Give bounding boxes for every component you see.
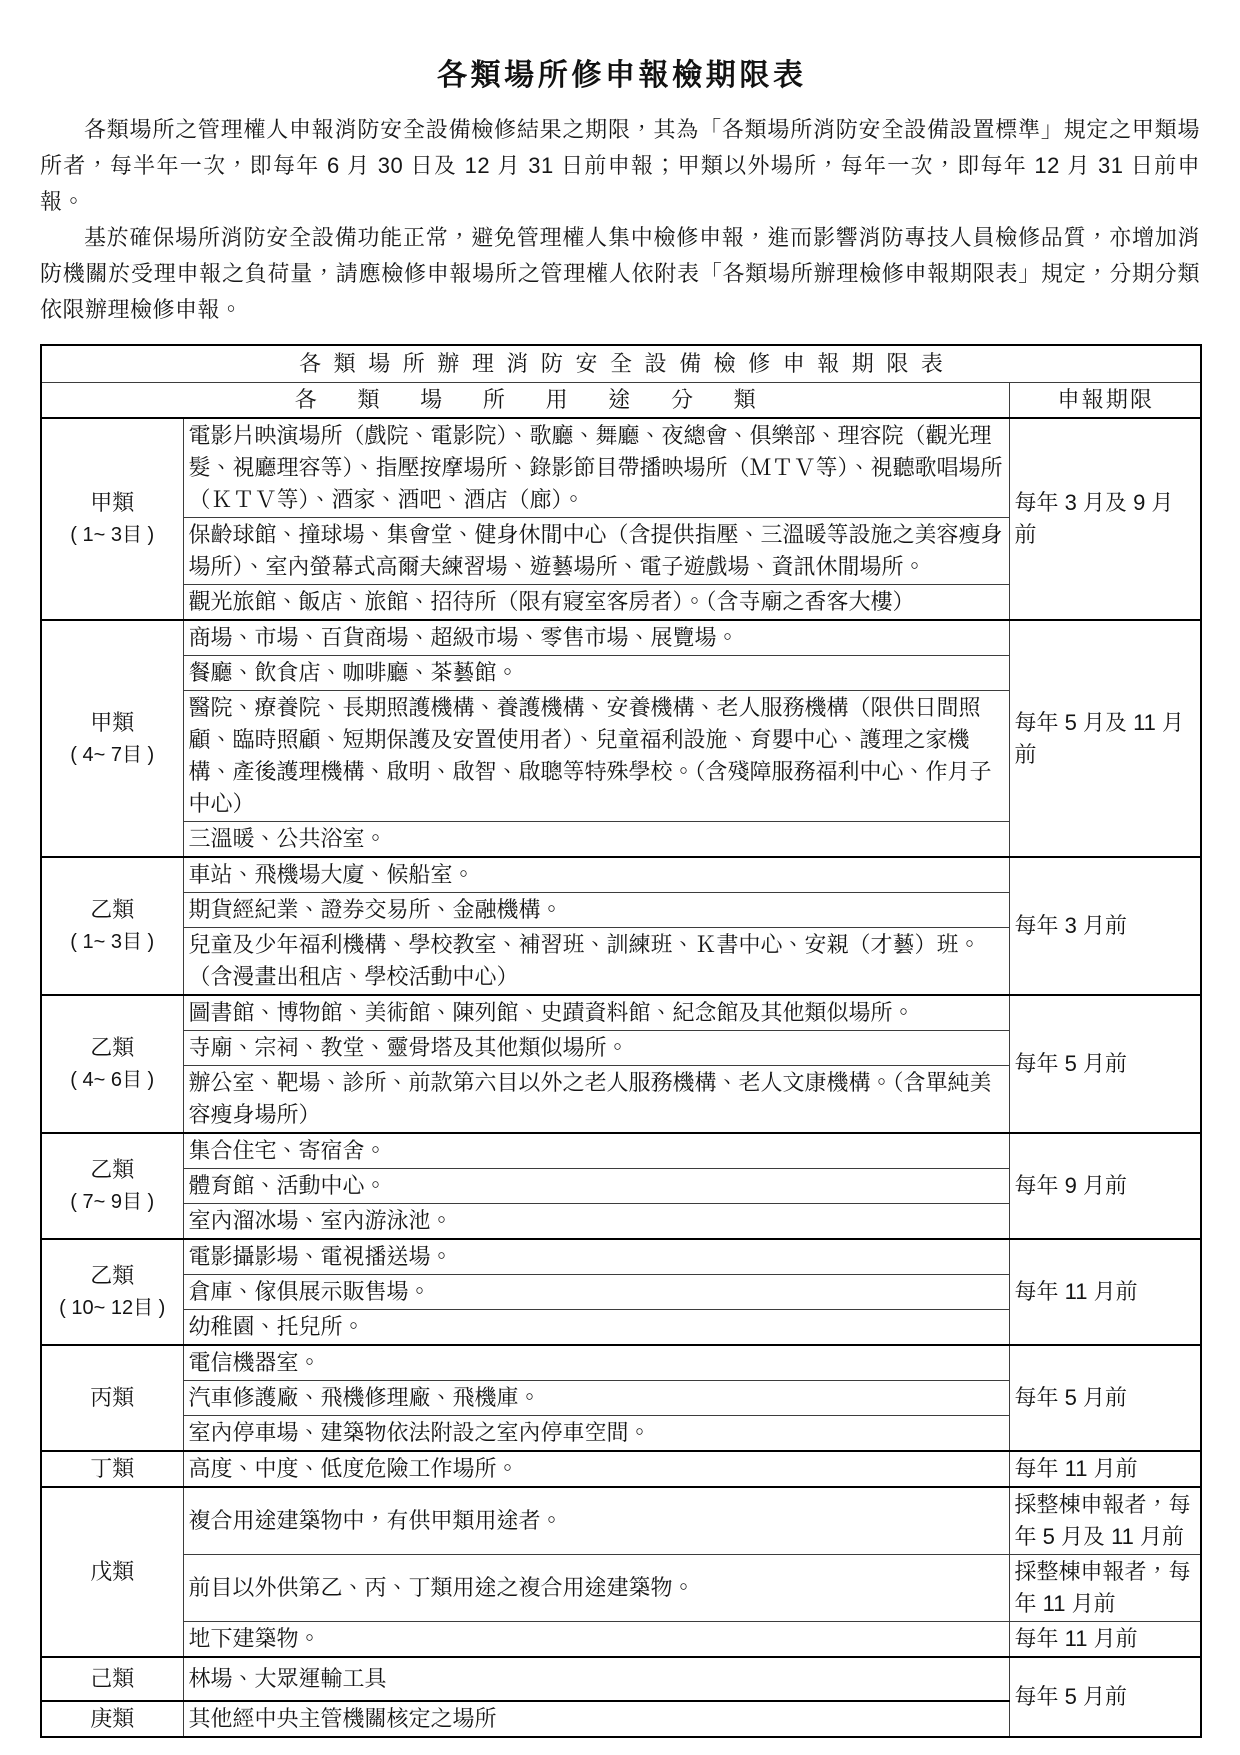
- table-row: [41, 1133, 1201, 1169]
- category-range: ( 7~ 9目 ): [70, 1191, 155, 1213]
- deadline-cell: 採整棟申報者，每年 11 月前: [1009, 1555, 1201, 1622]
- category-label: 甲類: [90, 709, 135, 735]
- usage-cell: 其他經中央主管機關核定之場所: [183, 1701, 1009, 1737]
- usage-cell: 體育館、活動中心。: [183, 1169, 1009, 1204]
- category-label: 乙類: [90, 1263, 135, 1288]
- usage-cell: 汽車修護廠、飛機修理廠、飛機庫。: [183, 1381, 1009, 1416]
- category-range: ( 4~ 7目 ): [70, 743, 155, 766]
- usage-cell: 倉庫、傢俱展示販售場。: [183, 1275, 1009, 1310]
- category-cell: [41, 1701, 183, 1737]
- usage-cell: 醫院、療養院、長期照護機構、養護機構、安養機構、老人服務機構（限供日間照顧、臨時照顧、短期保護及安置使用者）、兒童福利設施、育嬰中心、護理之家機構、產後護理機構、啟明、啟智、啟聰等特殊學校。（含殘障服務福利中心、作月子中心）: [183, 691, 1009, 822]
- usage-cell: 高度、中度、低度危險工作場所。: [183, 1451, 1009, 1487]
- table-row: [41, 620, 1201, 656]
- usage-cell: 車站、飛機場大廈、候船室。: [183, 857, 1009, 893]
- category-range: ( 1~ 3目 ): [70, 524, 155, 546]
- category-cell: [41, 1451, 183, 1487]
- usage-cell: 前目以外供第乙、丙、丁類用途之複合用途建築物。: [183, 1555, 1009, 1622]
- usage-cell: 複合用途建築物中，有供甲類用途者。: [183, 1487, 1009, 1555]
- deadline-cell: 每年 11 月前: [1009, 1239, 1201, 1345]
- usage-cell: 圖書館、博物館、美術館、陳列館、史蹟資料館、紀念館及其他類似場所。: [183, 995, 1009, 1031]
- category-label: 己類: [90, 1666, 135, 1691]
- table-row: [41, 1345, 1201, 1381]
- deadline-cell: 每年 11 月前: [1009, 1451, 1201, 1487]
- usage-cell: 室內溜冰場、室內游泳池。: [183, 1204, 1009, 1240]
- table-row: [41, 1555, 1201, 1622]
- usage-cell: 辦公室、靶場、診所、前款第六目以外之老人服務機構、老人文康機構。（含單純美容瘦身場所）: [183, 1066, 1009, 1134]
- table-row: [41, 1657, 1201, 1701]
- table-row: [41, 995, 1201, 1031]
- deadline-cell: 每年 3 月及 9 月前: [1009, 418, 1201, 620]
- usage-cell: 期貨經紀業、證券交易所、金融機構。: [183, 893, 1009, 928]
- doc-title: 各類場所修申報檢期限表: [436, 59, 807, 92]
- table-row: [41, 857, 1201, 893]
- usage-cell: 保齡球館、撞球場、集會堂、健身休閒中心（含提供指壓、三溫暖等設施之美容瘦身場所）、室內螢幕式高爾夫練習場、遊藝場所、電子遊戲場、資訊休閒場所。: [183, 518, 1009, 585]
- usage-cell: 地下建築物。: [183, 1622, 1009, 1658]
- usage-cell: 集合住宅、寄宿舍。: [183, 1133, 1009, 1169]
- category-cell: [41, 1487, 183, 1657]
- usage-cell: 寺廟、宗祠、教堂、靈骨塔及其他類似場所。: [183, 1031, 1009, 1066]
- category-label: 乙類: [90, 897, 135, 922]
- category-label: 戊類: [90, 1559, 135, 1584]
- table-row: [41, 1451, 1201, 1487]
- category-cell: [41, 1239, 183, 1345]
- category-label: 乙類: [90, 1035, 135, 1060]
- deadline-cell: 採整棟申報者，每年 5 月及 11 月前: [1009, 1487, 1201, 1555]
- deadline-cell: 每年 5 月前: [1009, 1345, 1201, 1451]
- category-cell: [41, 1657, 183, 1701]
- table-row: [41, 1622, 1201, 1658]
- category-label: 丁類: [90, 1456, 135, 1481]
- usage-cell: 電影片映演場所（戲院、電影院）、歌廳、舞廳、夜總會、俱樂部、理容院（觀光理髮、視廳理容等）、指壓按摩場所、錄影節目帶播映場所（ＭＴＶ等）、視聽歌唱場所（ＫＴＶ等）、酒家、酒吧、酒店（廊）。: [183, 418, 1009, 518]
- category-label: 丙類: [90, 1385, 135, 1410]
- category-label: 乙類: [90, 1157, 135, 1182]
- category-cell: [41, 1133, 183, 1239]
- usage-cell: 幼稚園、托兒所。: [183, 1310, 1009, 1346]
- deadline-cell: 每年 9 月前: [1009, 1133, 1201, 1239]
- table-header-row: [41, 383, 1201, 419]
- usage-header: 各類場所用途分類: [41, 383, 1009, 419]
- category-cell: [41, 418, 183, 620]
- table-title: 各類場所辦理消防安全設備檢修申報期限表: [41, 345, 1201, 383]
- deadline-cell: 每年 3 月前: [1009, 857, 1201, 995]
- table-row: [41, 1487, 1201, 1555]
- table-title-row: [41, 345, 1201, 383]
- usage-cell: 室內停車場、建築物依法附設之室內停車空間。: [183, 1416, 1009, 1452]
- deadline-cell: 每年 5 月前: [1009, 1657, 1201, 1737]
- deadline-cell: 每年 5 月前: [1009, 995, 1201, 1133]
- category-cell: [41, 857, 183, 995]
- category-label: 庚類: [90, 1706, 135, 1731]
- usage-cell: 觀光旅館、飯店、旅館、招待所（限有寢室客房者）。（含寺廟之香客大樓）: [183, 585, 1009, 621]
- table-row: [41, 1239, 1201, 1275]
- usage-cell: 兒童及少年福利機構、學校教室、補習班、訓練班、Ｋ書中心、安親（才藝）班。（含漫畫出租店、學校活動中心）: [183, 928, 1009, 996]
- category-range: ( 4~ 6目 ): [70, 1069, 155, 1091]
- usage-cell: 餐廳、飲食店、咖啡廳、茶藝館。: [183, 656, 1009, 691]
- schedule-table: [40, 344, 1202, 1738]
- category-range: ( 10~ 12目 ): [59, 1297, 166, 1319]
- category-label: 甲類: [90, 490, 135, 515]
- deadline-cell: 每年 5 月及 11 月前: [1009, 620, 1201, 857]
- table-row: [41, 418, 1201, 518]
- deadline-header: 申報期限: [1009, 383, 1201, 419]
- usage-cell: 商場、市場、百貨商場、超級市場、零售市場、展覽場。: [183, 620, 1009, 656]
- usage-cell: 電信機器室。: [183, 1345, 1009, 1381]
- usage-cell: 三溫暖、公共浴室。: [183, 822, 1009, 858]
- category-cell: [41, 620, 183, 857]
- category-cell: [41, 995, 183, 1133]
- category-range: ( 1~ 3目 ): [70, 931, 155, 953]
- category-cell: [41, 1345, 183, 1451]
- deadline-cell: 每年 11 月前: [1009, 1622, 1201, 1658]
- intro-paragraph-2: 基於確保場所消防安全設備功能正常，避免管理權人集中檢修申報，進而影響消防專技人員檢修品質，亦增加消防機關於受理申報之負荷量，請應檢修申報場所之管理權人依附表「各類場所辦理檢修申報期限表」規定，分期分類依限辦理檢修申報。: [40, 225, 1200, 322]
- usage-cell: 林場、大眾運輸工具: [183, 1657, 1009, 1701]
- usage-cell: 電影攝影場、電視播送場。: [183, 1239, 1009, 1275]
- intro-paragraph-1: 各類場所之管理權人申報消防安全設備檢修結果之期限，其為「各類場所消防安全設備設置標準」規定之甲類場所者，每半年一次，即每年 6 月 30 日及 12 月 31 日前申報；甲類以外場所，每年一次，即每年 12 月 31 日前申報。: [40, 117, 1200, 214]
